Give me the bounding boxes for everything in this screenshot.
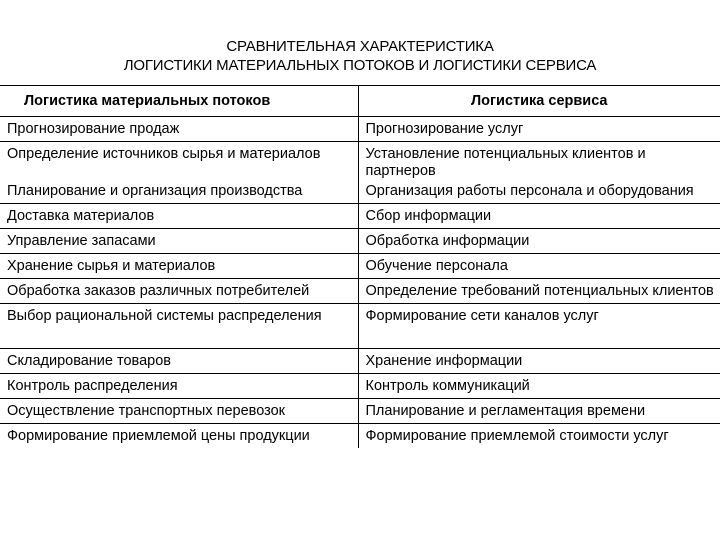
page-title [0, 37, 720, 75]
cell-material: Обработка заказов различных потребителей [0, 279, 358, 304]
comparison-table [0, 85, 720, 448]
table-row [0, 229, 720, 254]
table-row [0, 142, 720, 184]
cell-material: Формирование приемлемой цены продукции [7, 428, 310, 444]
table-row [0, 349, 720, 374]
table-row [0, 204, 720, 229]
table-row [0, 424, 720, 449]
cell-material: Хранение сырья и материалов [0, 254, 358, 279]
cell-service: Хранение информации [358, 349, 720, 374]
cell-material: Управление запасами [0, 229, 358, 254]
cell-service: Обработка информации [358, 229, 720, 254]
header-service: Логистика сервиса [358, 86, 720, 117]
table-row [0, 374, 720, 399]
cell-material: Выбор рациональной системы распределения [0, 304, 358, 349]
cell-service: Сбор информации [358, 204, 720, 229]
cell-service: Организация работы персонала и оборудования [358, 183, 720, 204]
cell-service: Контроль коммуникаций [358, 374, 720, 399]
cell-service: Определение требований потенциальных клиентов [358, 279, 720, 304]
cell-service: Планирование и регламентация времени [358, 399, 720, 424]
title-line-2: ЛОГИСТИКИ МАТЕРИАЛЬНЫХ ПОТОКОВ И ЛОГИСТИКИ СЕРВИСА [123, 57, 597, 74]
table-header-row [0, 86, 720, 117]
cell-service: Формирование сети каналов услуг [358, 304, 720, 349]
cell-service: Прогнозирование услуг [358, 117, 720, 142]
header-material-flows: Логистика материальных потоков [0, 86, 358, 117]
table-row [0, 399, 720, 424]
cell-material: Определение источников сырья и материалов [7, 146, 321, 162]
title-line-1: СРАВНИТЕЛЬНАЯ ХАРАКТЕРИСТИКА [226, 38, 494, 55]
cell-material: Контроль распределения [0, 374, 358, 399]
cell-service: Формирование приемлемой стоимости услуг [358, 424, 720, 449]
cell-material: Осуществление транспортных перевозок [0, 399, 358, 424]
cell-material: Планирование и организация производства [0, 183, 358, 204]
cell-material: Прогнозирование продаж [0, 117, 358, 142]
cell-service: Установление потенциальных клиентов и партнеров [358, 142, 720, 184]
table-row [0, 183, 720, 204]
table-row [0, 279, 720, 304]
table-row [0, 117, 720, 142]
cell-service: Обучение персонала [358, 254, 720, 279]
cell-material: Складирование товаров [0, 349, 358, 374]
table-row [0, 304, 720, 349]
table-row [0, 254, 720, 279]
cell-material: Доставка материалов [0, 204, 358, 229]
